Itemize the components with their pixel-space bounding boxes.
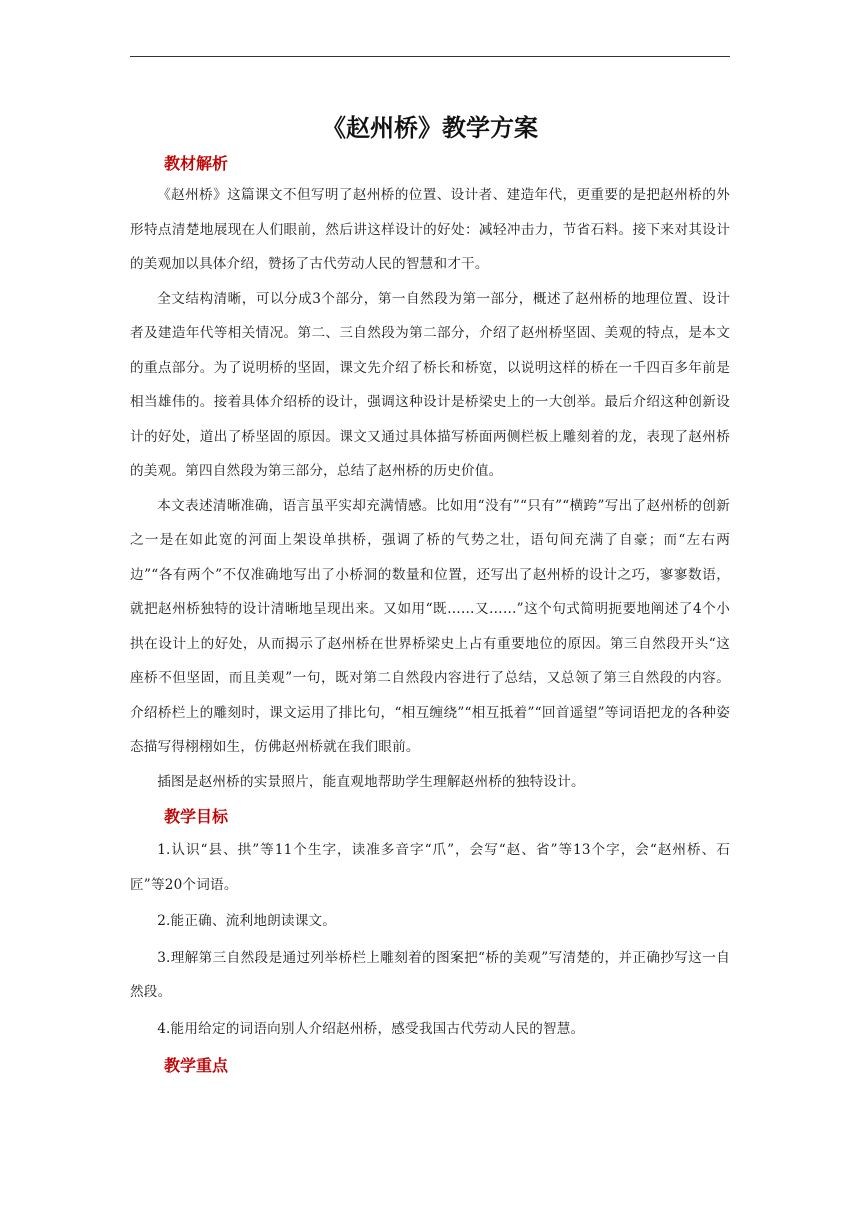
document-body [130,150,730,1080]
section-heading-objectives: 教学目标 [164,807,229,826]
section-heading-analysis: 教材解析 [164,154,229,173]
objective-item: 1.认识“县、拱”等11个生字，读准多音字“爪”，会写“赵、省”等13个字，会“赵州桥、石匠”等20个词语。 [130,842,730,893]
document-title: 《赵州桥》教学方案 [322,114,538,142]
paragraph: 本文表述清晰准确，语言虽平实却充满情感。比如用“没有”“只有”“横跨”写出了赵州桥的创新之一是在如此宽的河面上架设单拱桥，强调了桥的气势之壮，语句间充满了自豪；而“左右两边”“各有两个”不仅准确地写出了小桥洞的数量和位置，还写出了赵州桥的设计之巧，寥寥数语，就把赵州桥独特的设计清晰地呈现出来。又如用“既……又……”这个句式简明扼要地阐述了4个小拱在设计上的好处，从而揭示了赵州桥在世界桥梁史上占有重要地位的原因。第三自然段开头“这座桥不但坚固，而且美观”一句，既对第二自然段内容进行了总结，又总领了第三自然段的内容。介绍桥栏上的雕刻时，课文运用了排比句，“相互缠绕”“相互抵着”“回首遥望”等词语把龙的各种姿态描写得栩栩如生，仿佛赵州桥就在我们眼前。 [130,497,730,755]
paragraph: 全文结构清晰，可以分成3个部分，第一自然段为第一部分，概述了赵州桥的地理位置、设计者及建造年代等相关情况。第二、三自然段为第二部分，介绍了赵州桥坚固、美观的特点，是本文的重点部分。为了说明桥的坚固，课文先介绍了桥长和桥宽，以说明这样的桥在一千四百多年前是相当雄伟的。接着具体介绍桥的设计，强调这种设计是桥梁史上的一大创举。最后介绍这种创新设计的好处，道出了桥坚固的原因。课文又通过具体描写桥面两侧栏板上雕刻着的龙，表现了赵州桥的美观。第四自然段为第三部分，总结了赵州桥的历史价值。 [130,290,730,479]
paragraph: 插图是赵州桥的实景照片，能直观地帮助学生理解赵州桥的独特设计。 [157,773,585,790]
header-rule [130,56,730,57]
objective-item: 2.能正确、流利地朗读课文。 [157,913,337,929]
section-heading-key-points: 教学重点 [164,1056,229,1075]
objective-item: 4.能用给定的词语向别人介绍赵州桥，感受我国古代劳动人民的智慧。 [157,1020,585,1037]
objective-item: 3.理解第三自然段是通过列举桥栏上雕刻着的图案把“桥的美观”写清楚的，并正确抄写这一自然段。 [130,949,730,1000]
paragraph: 《赵州桥》这篇课文不但写明了赵州桥的位置、设计者、建造年代，更重要的是把赵州桥的外形特点清楚地展现在人们眼前，然后讲这样设计的好处：减轻冲击力，节省石料。接下来对其设计的美观加以具体介绍，赞扬了古代劳动人民的智慧和才干。 [130,187,730,272]
